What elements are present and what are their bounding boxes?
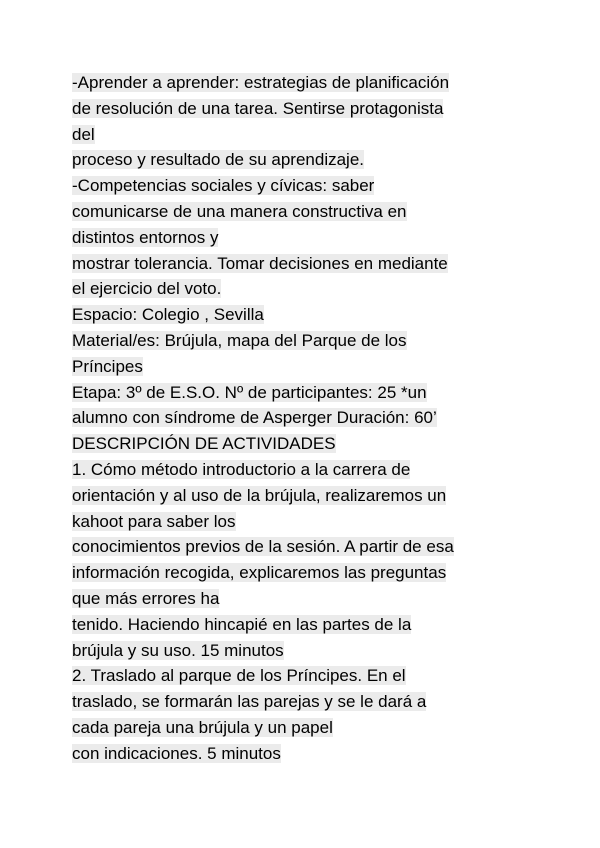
text-line — [72, 663, 542, 689]
text-line-content: 2. Traslado al parque de los Príncipes. En el — [72, 666, 406, 686]
text-line-content: -Aprender a aprender: estrategias de planificación — [72, 73, 450, 92]
text-line — [72, 741, 542, 767]
text-line-content: mostrar tolerancia. Tomar decisiones en mediante — [72, 253, 448, 273]
text-line-content: Material/es: Brújula, mapa del Parque de los — [72, 330, 407, 350]
text-line-content: que más errores ha — [72, 588, 220, 608]
text-line — [72, 354, 542, 380]
text-line — [72, 509, 542, 535]
text-line-content: -Competencias sociales y cívicas: saber — [72, 176, 375, 196]
text-line — [72, 534, 542, 560]
text-line — [72, 405, 542, 431]
section-heading — [72, 431, 542, 457]
text-line-content: información recogida, explicaremos las preguntas — [72, 563, 447, 583]
text-line — [72, 638, 542, 664]
text-line-content: kahoot para saber los — [72, 511, 236, 531]
text-line — [72, 586, 542, 612]
text-line-content: distintos entornos y — [72, 227, 219, 247]
text-line-content: Etapa: 3º de E.S.O. Nº de participantes: 25 *un — [72, 382, 427, 402]
text-line-content: Espacio: Colegio , Sevilla — [72, 305, 264, 325]
text-line-content: el ejercicio del voto. — [72, 279, 222, 299]
text-line-content: de resolución de una tarea. Sentirse protagonista — [72, 98, 444, 118]
text-line — [72, 328, 542, 354]
text-line-content: con indicaciones. 5 minutos — [72, 743, 281, 763]
text-line — [72, 199, 542, 225]
text-line — [72, 689, 542, 715]
text-line — [72, 122, 542, 148]
text-line-content: 1. Cómo método introductorio a la carrera de — [72, 459, 411, 479]
text-line — [72, 302, 542, 328]
text-line-content: comunicarse de una manera constructiva en — [72, 201, 407, 221]
text-line-content: proceso y resultado de su aprendizaje. — [72, 150, 365, 170]
text-line-content: Príncipes — [72, 356, 143, 376]
text-line — [72, 70, 542, 96]
text-line-content: brújula y su uso. 15 minutos — [72, 640, 284, 660]
text-line-content: cada pareja una brújula y un papel — [72, 717, 333, 737]
text-line — [72, 96, 542, 122]
text-line-content: del — [72, 124, 95, 144]
text-line — [72, 560, 542, 586]
text-line — [72, 276, 542, 302]
text-line — [72, 251, 542, 277]
text-line — [72, 225, 542, 251]
text-line — [72, 612, 542, 638]
text-line — [72, 380, 542, 406]
text-line — [72, 457, 542, 483]
text-line — [72, 173, 542, 199]
text-line-content: orientación y al uso de la brújula, realizaremos un — [72, 485, 447, 505]
text-line-content: traslado, se formarán las parejas y se le dará a — [72, 692, 427, 712]
text-line-content: alumno con síndrome de Asperger Duración: 60’ — [72, 408, 437, 428]
text-line — [72, 483, 542, 509]
text-line-content: conocimientos previos de la sesión. A partir de esa — [72, 537, 454, 557]
document-body — [72, 70, 542, 767]
text-line-content: tenido. Haciendo hincapié en las partes de la — [72, 614, 412, 634]
text-line — [72, 715, 542, 741]
section-heading-text: DESCRIPCIÓN DE ACTIVIDADES — [72, 434, 336, 454]
text-line — [72, 147, 542, 173]
